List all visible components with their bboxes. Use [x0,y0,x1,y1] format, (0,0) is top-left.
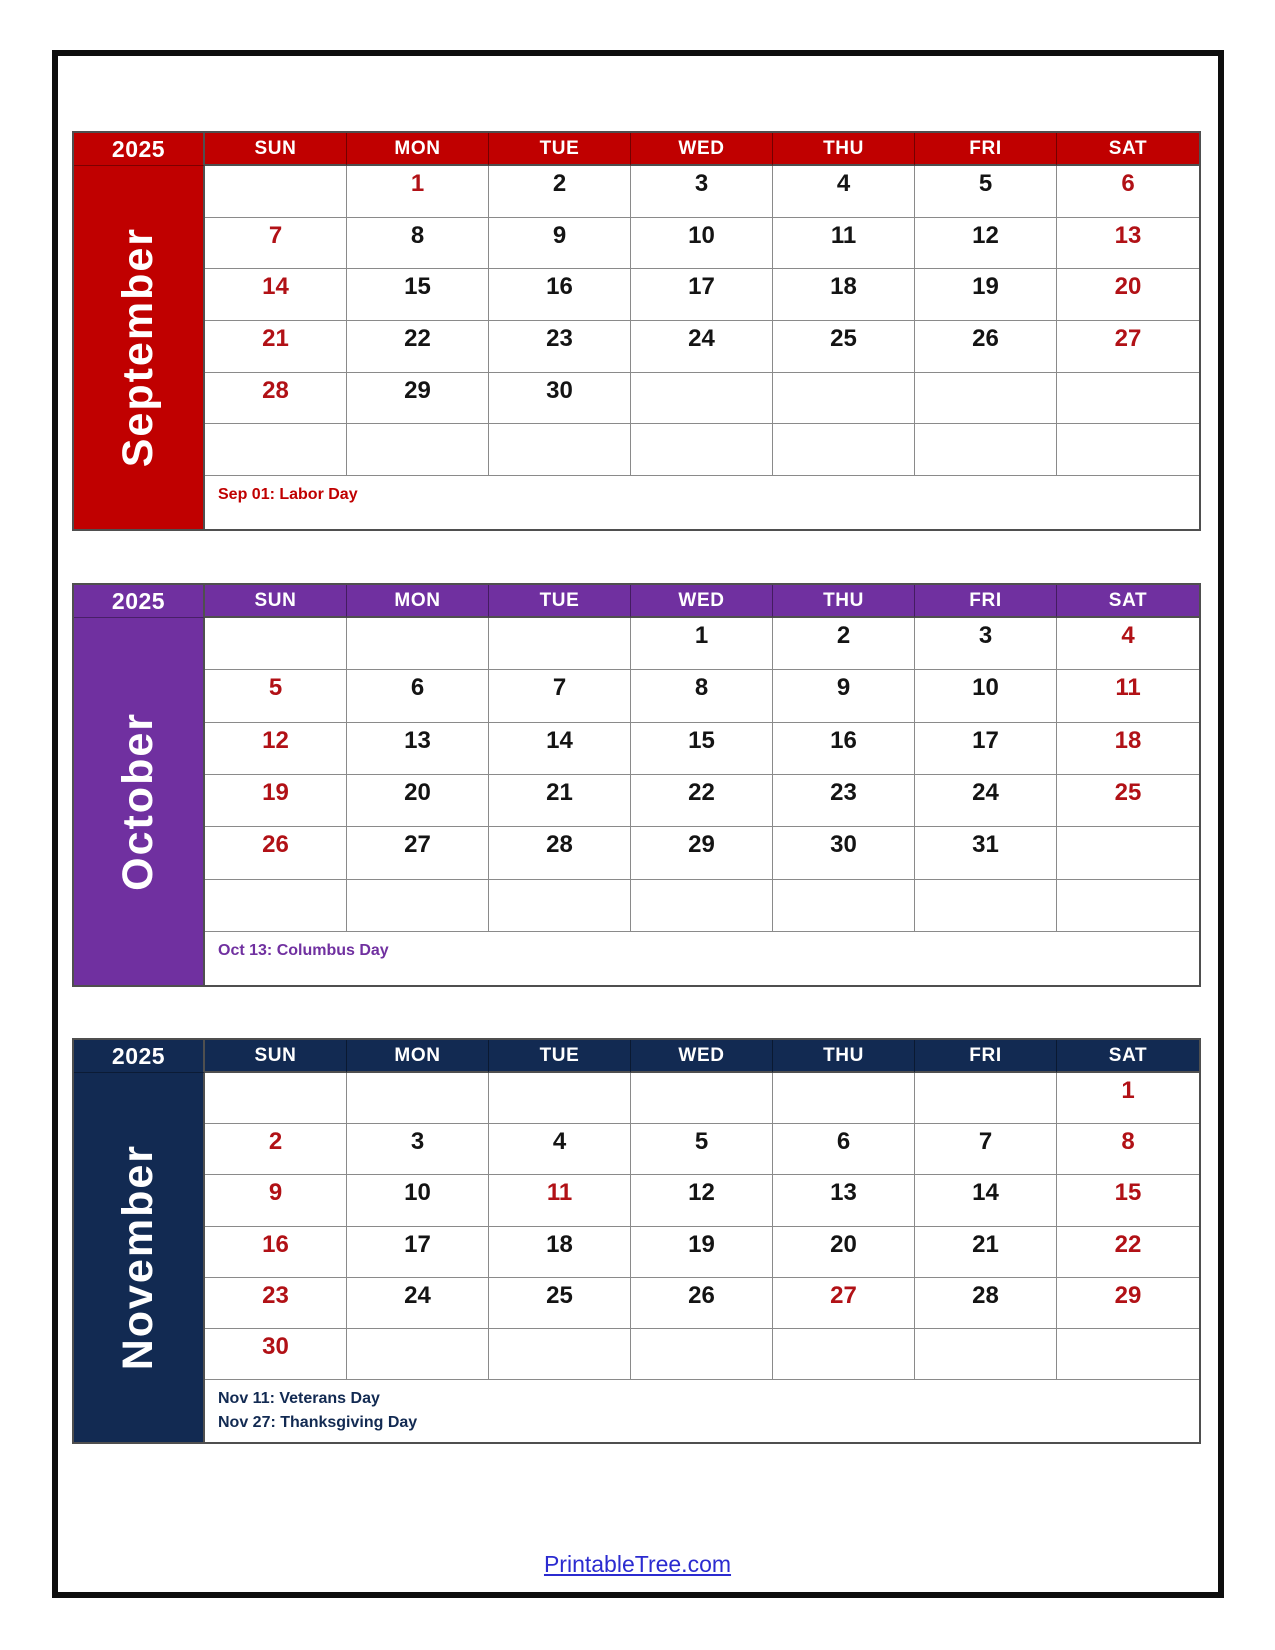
weekday-header-tue: TUE [489,133,631,166]
date-cell-november-8: 8 [1057,1124,1199,1175]
date-cell-october-9: 9 [773,670,915,722]
weekday-header-thu: THU [773,1040,915,1073]
date-cell-empty [489,1329,631,1380]
date-cell-september-13: 13 [1057,218,1199,270]
date-cell-empty [347,424,489,476]
date-cell-september-27: 27 [1057,321,1199,373]
date-cell-october-4: 4 [1057,618,1199,670]
date-cell-empty [489,1073,631,1124]
weekday-header-fri: FRI [915,1040,1057,1073]
date-cell-october-14: 14 [489,723,631,775]
date-cell-november-15: 15 [1057,1175,1199,1226]
date-cell-november-4: 4 [489,1124,631,1175]
date-cell-october-2: 2 [773,618,915,670]
holiday-notes [205,932,1199,985]
date-cell-empty [773,880,915,932]
date-cell-october-30: 30 [773,827,915,879]
date-cell-september-3: 3 [631,166,773,218]
date-cell-november-13: 13 [773,1175,915,1226]
date-cell-november-10: 10 [347,1175,489,1226]
date-cell-september-2: 2 [489,166,631,218]
date-cell-september-30: 30 [489,373,631,425]
date-cell-november-30: 30 [205,1329,347,1380]
weekday-header-wed: WED [631,133,773,166]
holiday-notes [205,1380,1199,1442]
date-cell-october-25: 25 [1057,775,1199,827]
date-cell-empty [915,1329,1057,1380]
year-label: 2025 [74,133,205,166]
date-cell-empty [347,1073,489,1124]
month-name: October [114,712,162,891]
date-cell-september-11: 11 [773,218,915,270]
date-cell-november-12: 12 [631,1175,773,1226]
date-cell-october-7: 7 [489,670,631,722]
date-cell-november-27: 27 [773,1278,915,1329]
date-cell-empty [205,880,347,932]
date-cell-november-9: 9 [205,1175,347,1226]
footer [0,1551,1275,1578]
date-cell-empty [915,424,1057,476]
weekday-header-wed: WED [631,1040,773,1073]
date-cell-empty [205,424,347,476]
date-cell-empty [1057,424,1199,476]
date-cell-september-18: 18 [773,269,915,321]
date-cell-november-19: 19 [631,1227,773,1278]
date-cell-september-29: 29 [347,373,489,425]
date-cell-empty [631,1073,773,1124]
date-cell-empty [915,880,1057,932]
date-cell-october-3: 3 [915,618,1057,670]
holiday-note-line: Oct 13: Columbus Day [218,941,389,959]
date-cell-empty [631,424,773,476]
date-cell-empty [205,618,347,670]
date-cell-october-18: 18 [1057,723,1199,775]
weekday-header-mon: MON [347,1040,489,1073]
date-cell-september-8: 8 [347,218,489,270]
date-cell-november-23: 23 [205,1278,347,1329]
date-cell-empty [773,424,915,476]
weekday-header-tue: TUE [489,1040,631,1073]
date-cell-empty [773,1073,915,1124]
date-cell-october-5: 5 [205,670,347,722]
date-cell-empty [631,1329,773,1380]
date-cell-empty [773,373,915,425]
month-sidebar [74,1073,205,1442]
date-cell-september-28: 28 [205,373,347,425]
year-label: 2025 [74,1040,205,1073]
date-cell-september-15: 15 [347,269,489,321]
month-calendar-november [72,1038,1201,1444]
weekday-header-tue: TUE [489,585,631,618]
date-cell-october-20: 20 [347,775,489,827]
date-cell-empty [1057,1329,1199,1380]
date-cell-september-25: 25 [773,321,915,373]
date-cell-november-11: 11 [489,1175,631,1226]
date-cell-october-15: 15 [631,723,773,775]
date-cell-november-29: 29 [1057,1278,1199,1329]
date-cell-october-12: 12 [205,723,347,775]
date-cell-october-21: 21 [489,775,631,827]
date-cell-empty [489,424,631,476]
date-cell-october-10: 10 [915,670,1057,722]
date-cell-october-19: 19 [205,775,347,827]
date-cell-september-9: 9 [489,218,631,270]
weekday-header-fri: FRI [915,133,1057,166]
holiday-notes [205,476,1199,529]
date-cell-empty [205,1073,347,1124]
date-cell-november-16: 16 [205,1227,347,1278]
date-cell-november-3: 3 [347,1124,489,1175]
date-cell-october-26: 26 [205,827,347,879]
date-cell-november-25: 25 [489,1278,631,1329]
date-cell-november-18: 18 [489,1227,631,1278]
date-cell-october-8: 8 [631,670,773,722]
month-name: November [114,1144,162,1371]
holiday-note-line: Nov 27: Thanksgiving Day [218,1414,418,1431]
date-cell-empty [915,1073,1057,1124]
date-cell-september-24: 24 [631,321,773,373]
year-label: 2025 [74,585,205,618]
date-cell-october-6: 6 [347,670,489,722]
month-sidebar [74,618,205,985]
date-cell-empty [347,618,489,670]
footer-site-link[interactable]: PrintableTree.com [543,1551,732,1577]
date-cell-november-17: 17 [347,1227,489,1278]
date-cell-september-1: 1 [347,166,489,218]
month-calendar-october [72,583,1201,987]
date-cell-september-14: 14 [205,269,347,321]
holiday-note-line: Nov 11: Veterans Day [218,1390,380,1407]
date-cell-empty [347,1329,489,1380]
date-cell-november-20: 20 [773,1227,915,1278]
date-cell-september-6: 6 [1057,166,1199,218]
date-cell-september-5: 5 [915,166,1057,218]
date-cell-november-6: 6 [773,1124,915,1175]
weekday-header-mon: MON [347,133,489,166]
date-cell-october-11: 11 [1057,670,1199,722]
weekday-header-thu: THU [773,133,915,166]
date-cell-empty [489,880,631,932]
date-cell-empty [347,880,489,932]
date-cell-september-4: 4 [773,166,915,218]
weekday-header-sat: SAT [1057,133,1199,166]
date-cell-october-24: 24 [915,775,1057,827]
date-cell-empty [631,880,773,932]
weekday-header-sat: SAT [1057,585,1199,618]
date-cell-october-22: 22 [631,775,773,827]
date-cell-october-16: 16 [773,723,915,775]
date-cell-empty [773,1329,915,1380]
date-cell-september-16: 16 [489,269,631,321]
date-cell-september-26: 26 [915,321,1057,373]
date-cell-november-21: 21 [915,1227,1057,1278]
date-cell-september-22: 22 [347,321,489,373]
date-cell-september-12: 12 [915,218,1057,270]
weekday-header-sun: SUN [205,585,347,618]
weekday-header-thu: THU [773,585,915,618]
month-sidebar [74,166,205,529]
date-cell-november-28: 28 [915,1278,1057,1329]
date-cell-november-7: 7 [915,1124,1057,1175]
weekday-header-sun: SUN [205,1040,347,1073]
date-cell-october-17: 17 [915,723,1057,775]
weekday-header-fri: FRI [915,585,1057,618]
date-cell-november-2: 2 [205,1124,347,1175]
month-calendar-september [72,131,1201,531]
date-cell-empty [1057,373,1199,425]
date-cell-november-24: 24 [347,1278,489,1329]
weekday-header-mon: MON [347,585,489,618]
date-cell-october-1: 1 [631,618,773,670]
date-cell-november-14: 14 [915,1175,1057,1226]
date-cell-empty [631,373,773,425]
date-cell-october-31: 31 [915,827,1057,879]
weekday-header-sat: SAT [1057,1040,1199,1073]
date-cell-empty [1057,880,1199,932]
date-cell-september-23: 23 [489,321,631,373]
date-cell-september-7: 7 [205,218,347,270]
date-cell-september-20: 20 [1057,269,1199,321]
holiday-note-line: Sep 01: Labor Day [218,486,358,503]
date-cell-september-10: 10 [631,218,773,270]
weekday-header-wed: WED [631,585,773,618]
date-cell-november-22: 22 [1057,1227,1199,1278]
date-cell-november-26: 26 [631,1278,773,1329]
date-cell-october-27: 27 [347,827,489,879]
date-cell-empty [205,166,347,218]
date-cell-september-21: 21 [205,321,347,373]
date-cell-empty [915,373,1057,425]
date-cell-november-1: 1 [1057,1073,1199,1124]
date-cell-october-28: 28 [489,827,631,879]
date-cell-october-13: 13 [347,723,489,775]
date-cell-empty [1057,827,1199,879]
date-cell-october-23: 23 [773,775,915,827]
date-cell-september-19: 19 [915,269,1057,321]
date-cell-empty [489,618,631,670]
date-cell-november-5: 5 [631,1124,773,1175]
date-cell-october-29: 29 [631,827,773,879]
month-name: September [114,227,162,468]
weekday-header-sun: SUN [205,133,347,166]
date-cell-september-17: 17 [631,269,773,321]
